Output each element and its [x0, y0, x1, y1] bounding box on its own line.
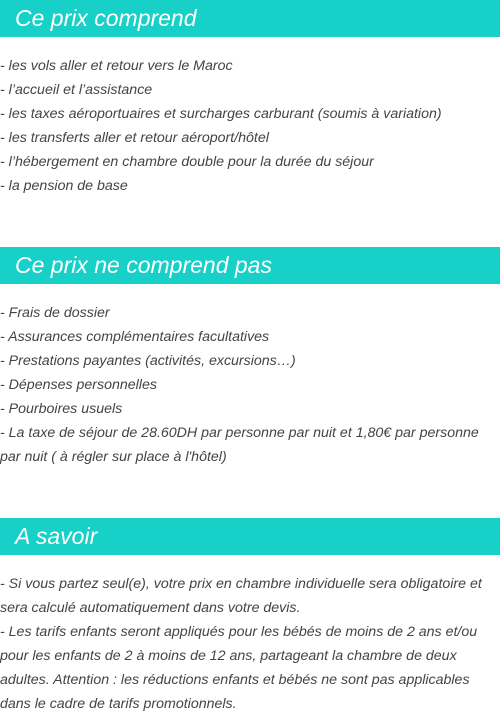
list-item: - Prestations payantes (activités, excursions…)	[0, 353, 296, 369]
list-item: - Si vous partez seul(e), votre prix en chambre individuelle sera obligatoire et sera calculé automatiquement dans votre devis.	[0, 576, 482, 616]
list-item: - les taxes aéroportuaires et surcharges carburant (soumis à variation)	[0, 106, 442, 122]
section-title-included: Ce prix comprend	[15, 5, 197, 31]
section-header-included	[0, 0, 500, 37]
section-title-to-know: A savoir	[15, 523, 98, 549]
to-know-list	[0, 572, 500, 716]
list-item: - Frais de dossier	[0, 305, 110, 321]
section-included	[0, 0, 500, 198]
list-item: - Dépenses personnelles	[0, 377, 157, 393]
list-item: - la pension de base	[0, 178, 128, 194]
list-item: - les transferts aller et retour aéroport/hôtel	[0, 130, 269, 146]
section-not-included	[0, 247, 500, 469]
list-item: - Assurances complémentaires facultatives	[0, 329, 270, 345]
list-item: - La taxe de séjour de 28.60DH par personne par nuit et 1,80€ par personne par nuit ( à régler sur place à l'hôtel)	[0, 425, 479, 465]
section-header-not-included	[0, 247, 500, 284]
section-to-know	[0, 518, 500, 716]
section-title-not-included: Ce prix ne comprend pas	[15, 252, 272, 278]
list-item: - Les tarifs enfants seront appliqués pour les bébés de moins de 2 ans et/ou pour les enfants de 2 à moins de 12 ans, partageant la chambre de deux adultes. Attention : les réductions enfants et bébés ne sont pas applicables dans le cadre de tarifs promotionnels.	[0, 624, 478, 712]
included-list	[0, 54, 500, 198]
list-item: - Pourboires usuels	[0, 401, 123, 417]
list-item: - les vols aller et retour vers le Maroc	[0, 58, 233, 74]
section-header-to-know	[0, 518, 500, 555]
list-item: - l’hébergement en chambre double pour la durée du séjour	[0, 154, 374, 170]
not-included-list	[0, 301, 500, 469]
list-item: - l’accueil et l’assistance	[0, 82, 153, 98]
